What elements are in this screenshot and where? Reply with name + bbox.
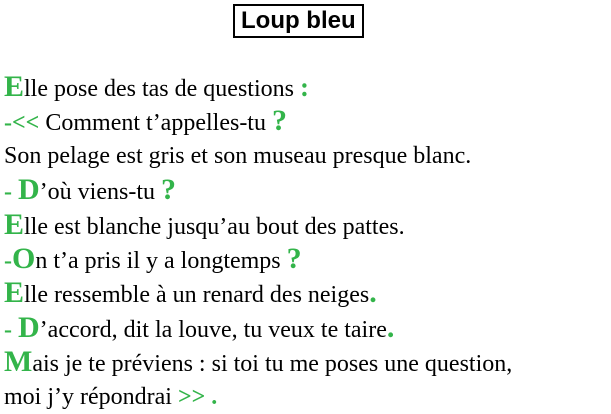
poem-line bbox=[4, 104, 607, 138]
line-text: n t’a pris il y a longtemps bbox=[35, 247, 287, 274]
line-dash: - bbox=[4, 316, 18, 343]
line-punctuation: ? bbox=[160, 173, 176, 207]
line-text: ’où viens-tu bbox=[39, 179, 161, 206]
line-dash: - bbox=[4, 110, 12, 137]
line-text: moi j’y répondrai bbox=[4, 383, 178, 410]
quote-mark: << bbox=[12, 110, 40, 137]
line-text: lle pose des tas de questions bbox=[24, 76, 300, 102]
poem-text bbox=[4, 70, 607, 414]
line-punctuation: : bbox=[299, 72, 309, 102]
poem-line bbox=[4, 311, 607, 345]
line-text: ais je te préviens : si toi tu me poses une question, bbox=[32, 351, 513, 378]
initial-letter: O bbox=[12, 241, 36, 275]
line-punctuation: ? bbox=[286, 241, 302, 275]
line-text: lle est blanche jusqu’au bout des pattes. bbox=[24, 213, 405, 240]
closing-quote-mark: >> . bbox=[177, 383, 218, 410]
line-dash: - bbox=[4, 247, 12, 274]
initial-letter: E bbox=[4, 207, 25, 241]
line-text: ’accord, dit la louve, tu veux te taire bbox=[39, 316, 387, 343]
line-text: Son pelage est gris et son museau presque blanc. bbox=[4, 142, 472, 169]
line-text: Comment t’appelles-tu bbox=[39, 110, 272, 137]
line-dash: - bbox=[4, 179, 18, 206]
poem-line bbox=[4, 380, 607, 414]
poem-line bbox=[4, 242, 607, 276]
line-punctuation: . bbox=[386, 310, 395, 344]
initial-letter: M bbox=[4, 345, 33, 379]
page-title: Loup bleu bbox=[241, 7, 356, 34]
poem-line bbox=[4, 276, 607, 310]
poem-line bbox=[4, 208, 607, 242]
poem-line bbox=[4, 70, 607, 104]
poem-line bbox=[4, 345, 607, 379]
line-text: lle ressemble à un renard des neiges bbox=[24, 282, 370, 309]
line-punctuation: ? bbox=[271, 104, 287, 138]
poem-line bbox=[4, 139, 607, 173]
poem-line bbox=[4, 173, 607, 207]
line-punctuation: . bbox=[369, 276, 377, 310]
title-box bbox=[233, 4, 364, 38]
initial-letter: D bbox=[18, 173, 40, 207]
initial-letter: D bbox=[18, 310, 40, 344]
initial-letter: E bbox=[4, 276, 25, 310]
initial-letter: E bbox=[4, 70, 25, 103]
